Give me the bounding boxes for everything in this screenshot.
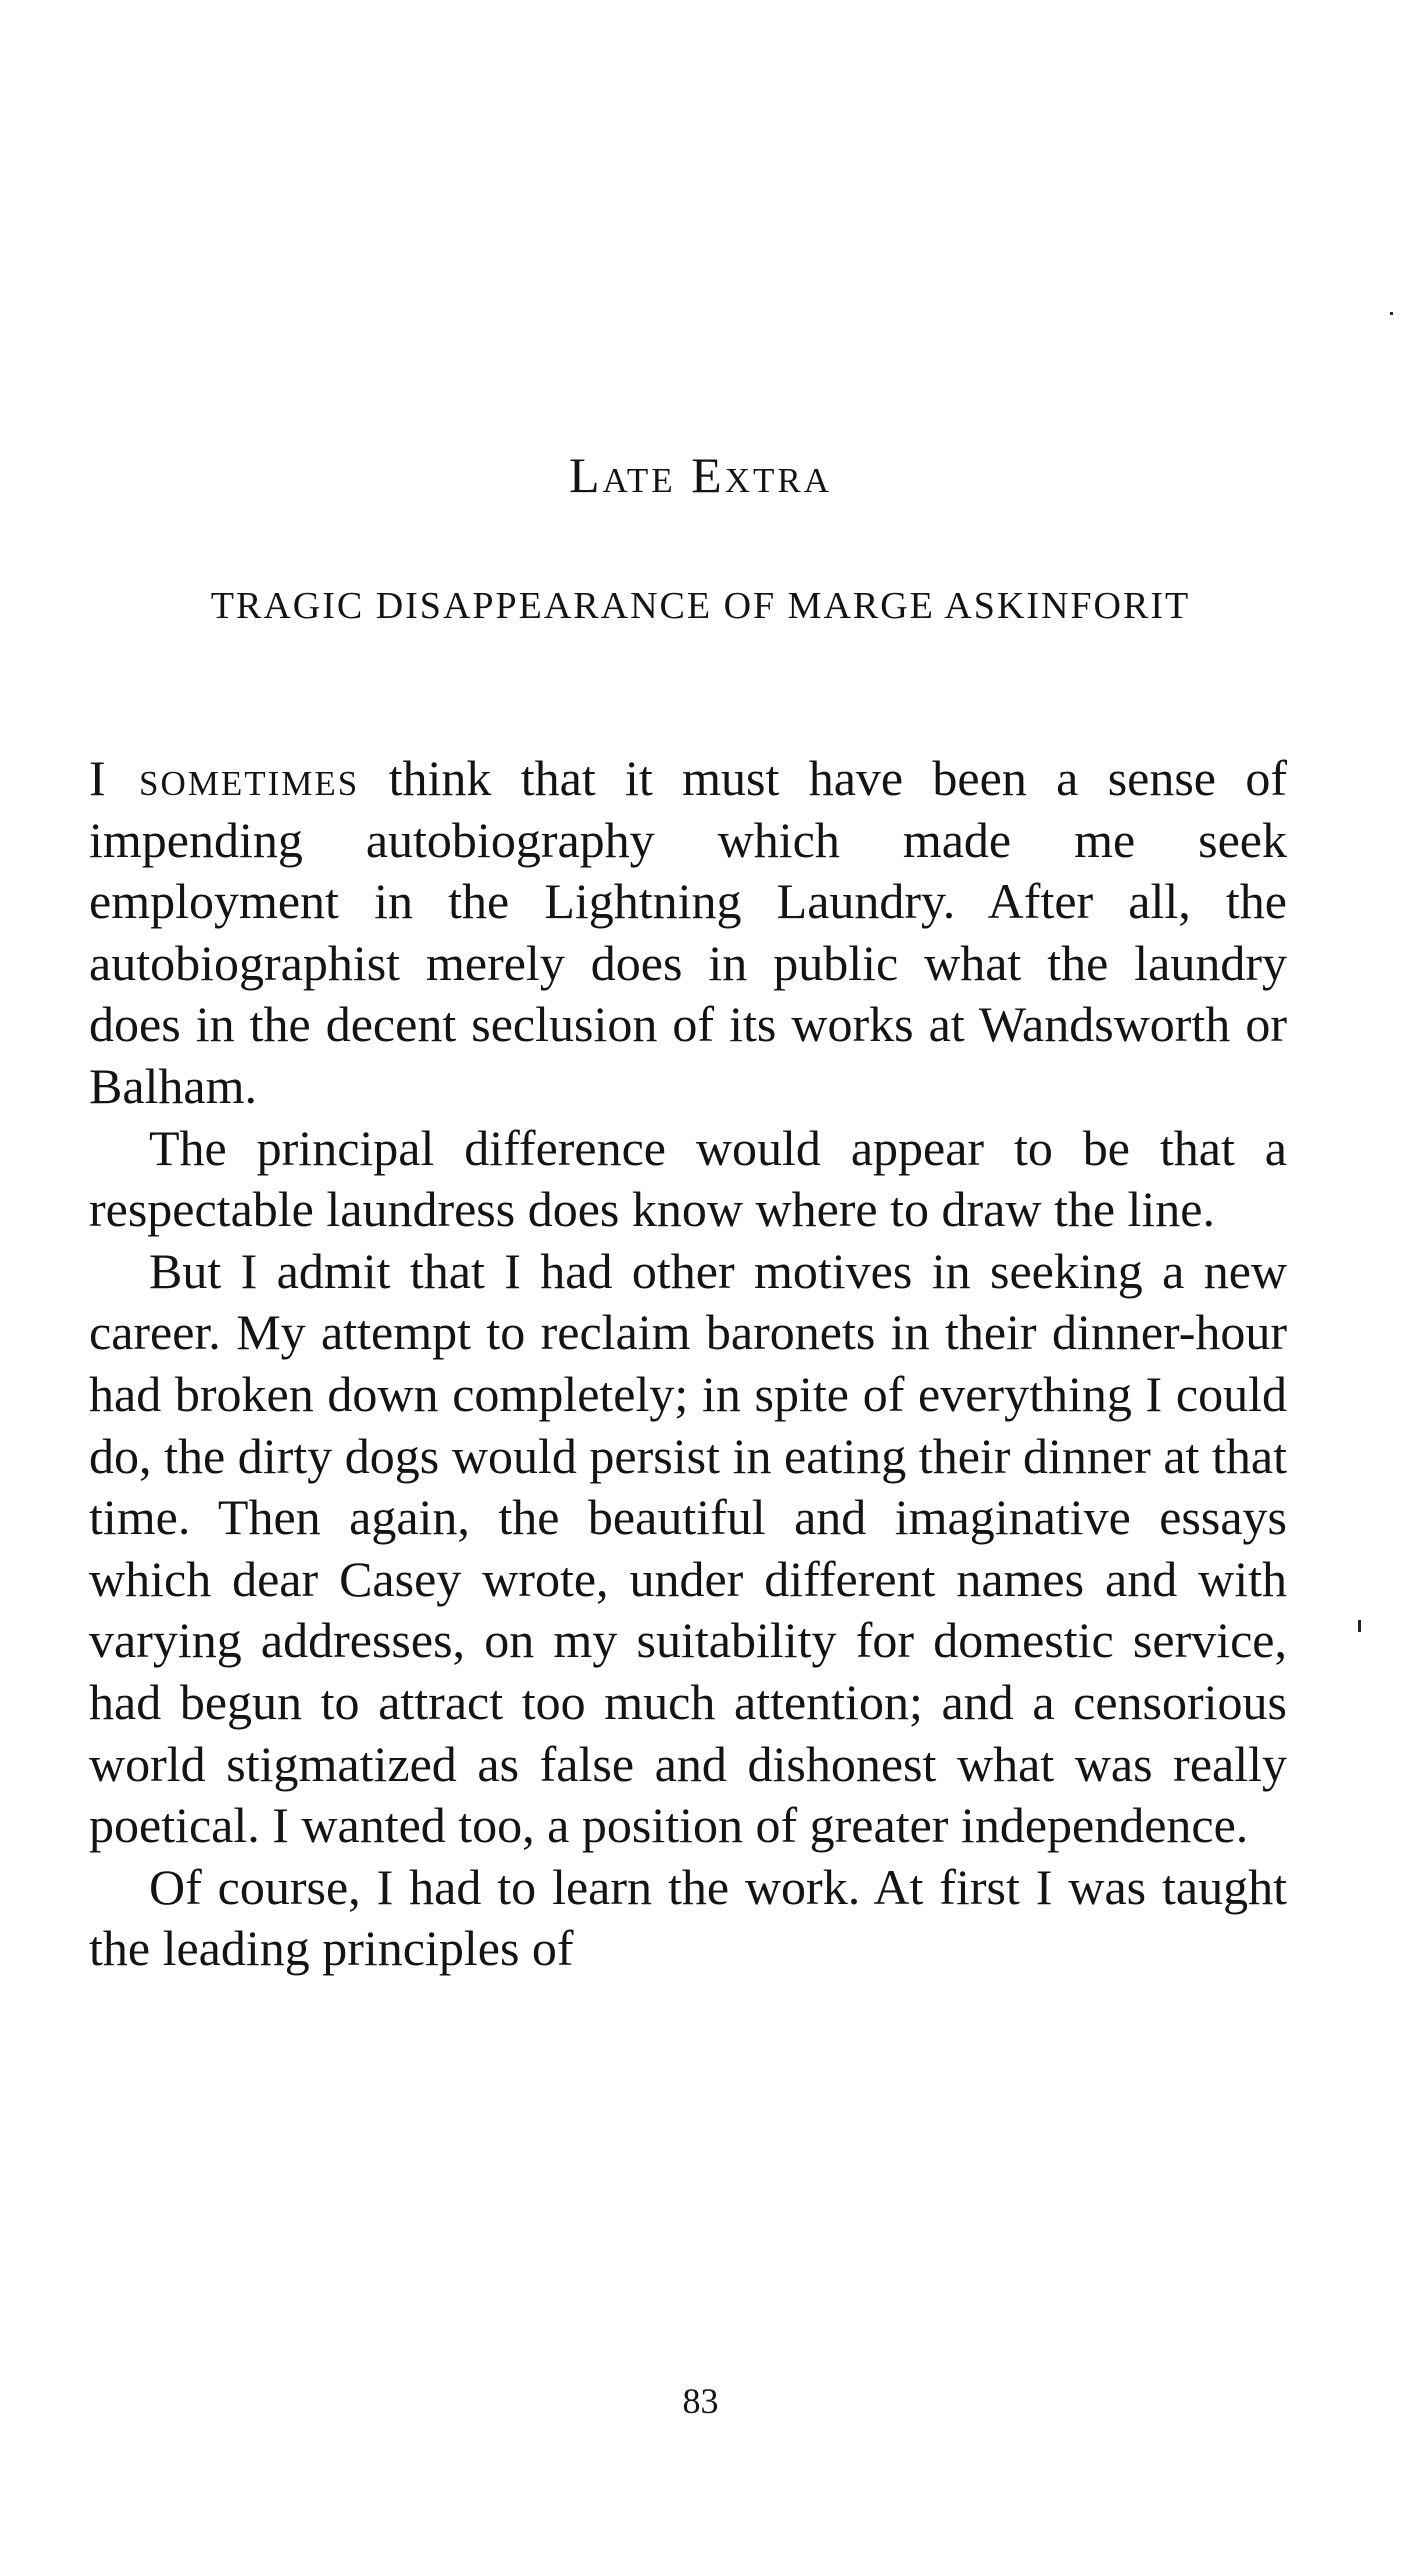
body-text [89,748,1287,1980]
paragraph-2: The principal difference would appear to be that a respectable laundress does know where to draw the line. [89,1119,1287,1238]
running-title: Late Extra [568,447,832,503]
page-number: 83 [682,2381,719,2421]
opening-words: I sometimes [89,750,360,806]
paragraph-4: Of course, I had to learn the work. At first I was taught the leading principles of [89,1858,1287,1977]
paragraph-3: But I admit that I had other motives in seeking a new career. My attempt to reclaim baronets in their dinner-hour had broken down completely; in spite of everything I could do, the dirty dogs would persist in eating their dinner at that time. Then again, the beautiful and imaginative essays which dear Casey wrote, under different names and with varying addresses, on my suitability for domestic service, had begun to attract too much attention; and a censorious world stigmatized as false and dishonest what was really poetical. I wanted too, a position of greater independence. [89,1242,1287,1854]
paragraph-1-text: think that it must have been a sense of impending autobiography which made me seek employment in the Lightning Laundry. After all, the autobiographist merely does in public what the laundry does in the decent seclusion of its works at Wandsworth or Balham. [89,750,1287,1114]
paragraph-1 [89,748,1287,1118]
scan-speck [1390,312,1393,315]
scan-speck [1358,1620,1361,1632]
chapter-headline: TRAGIC DISAPPEARANCE OF MARGE ASKINFORIT [210,585,1191,627]
